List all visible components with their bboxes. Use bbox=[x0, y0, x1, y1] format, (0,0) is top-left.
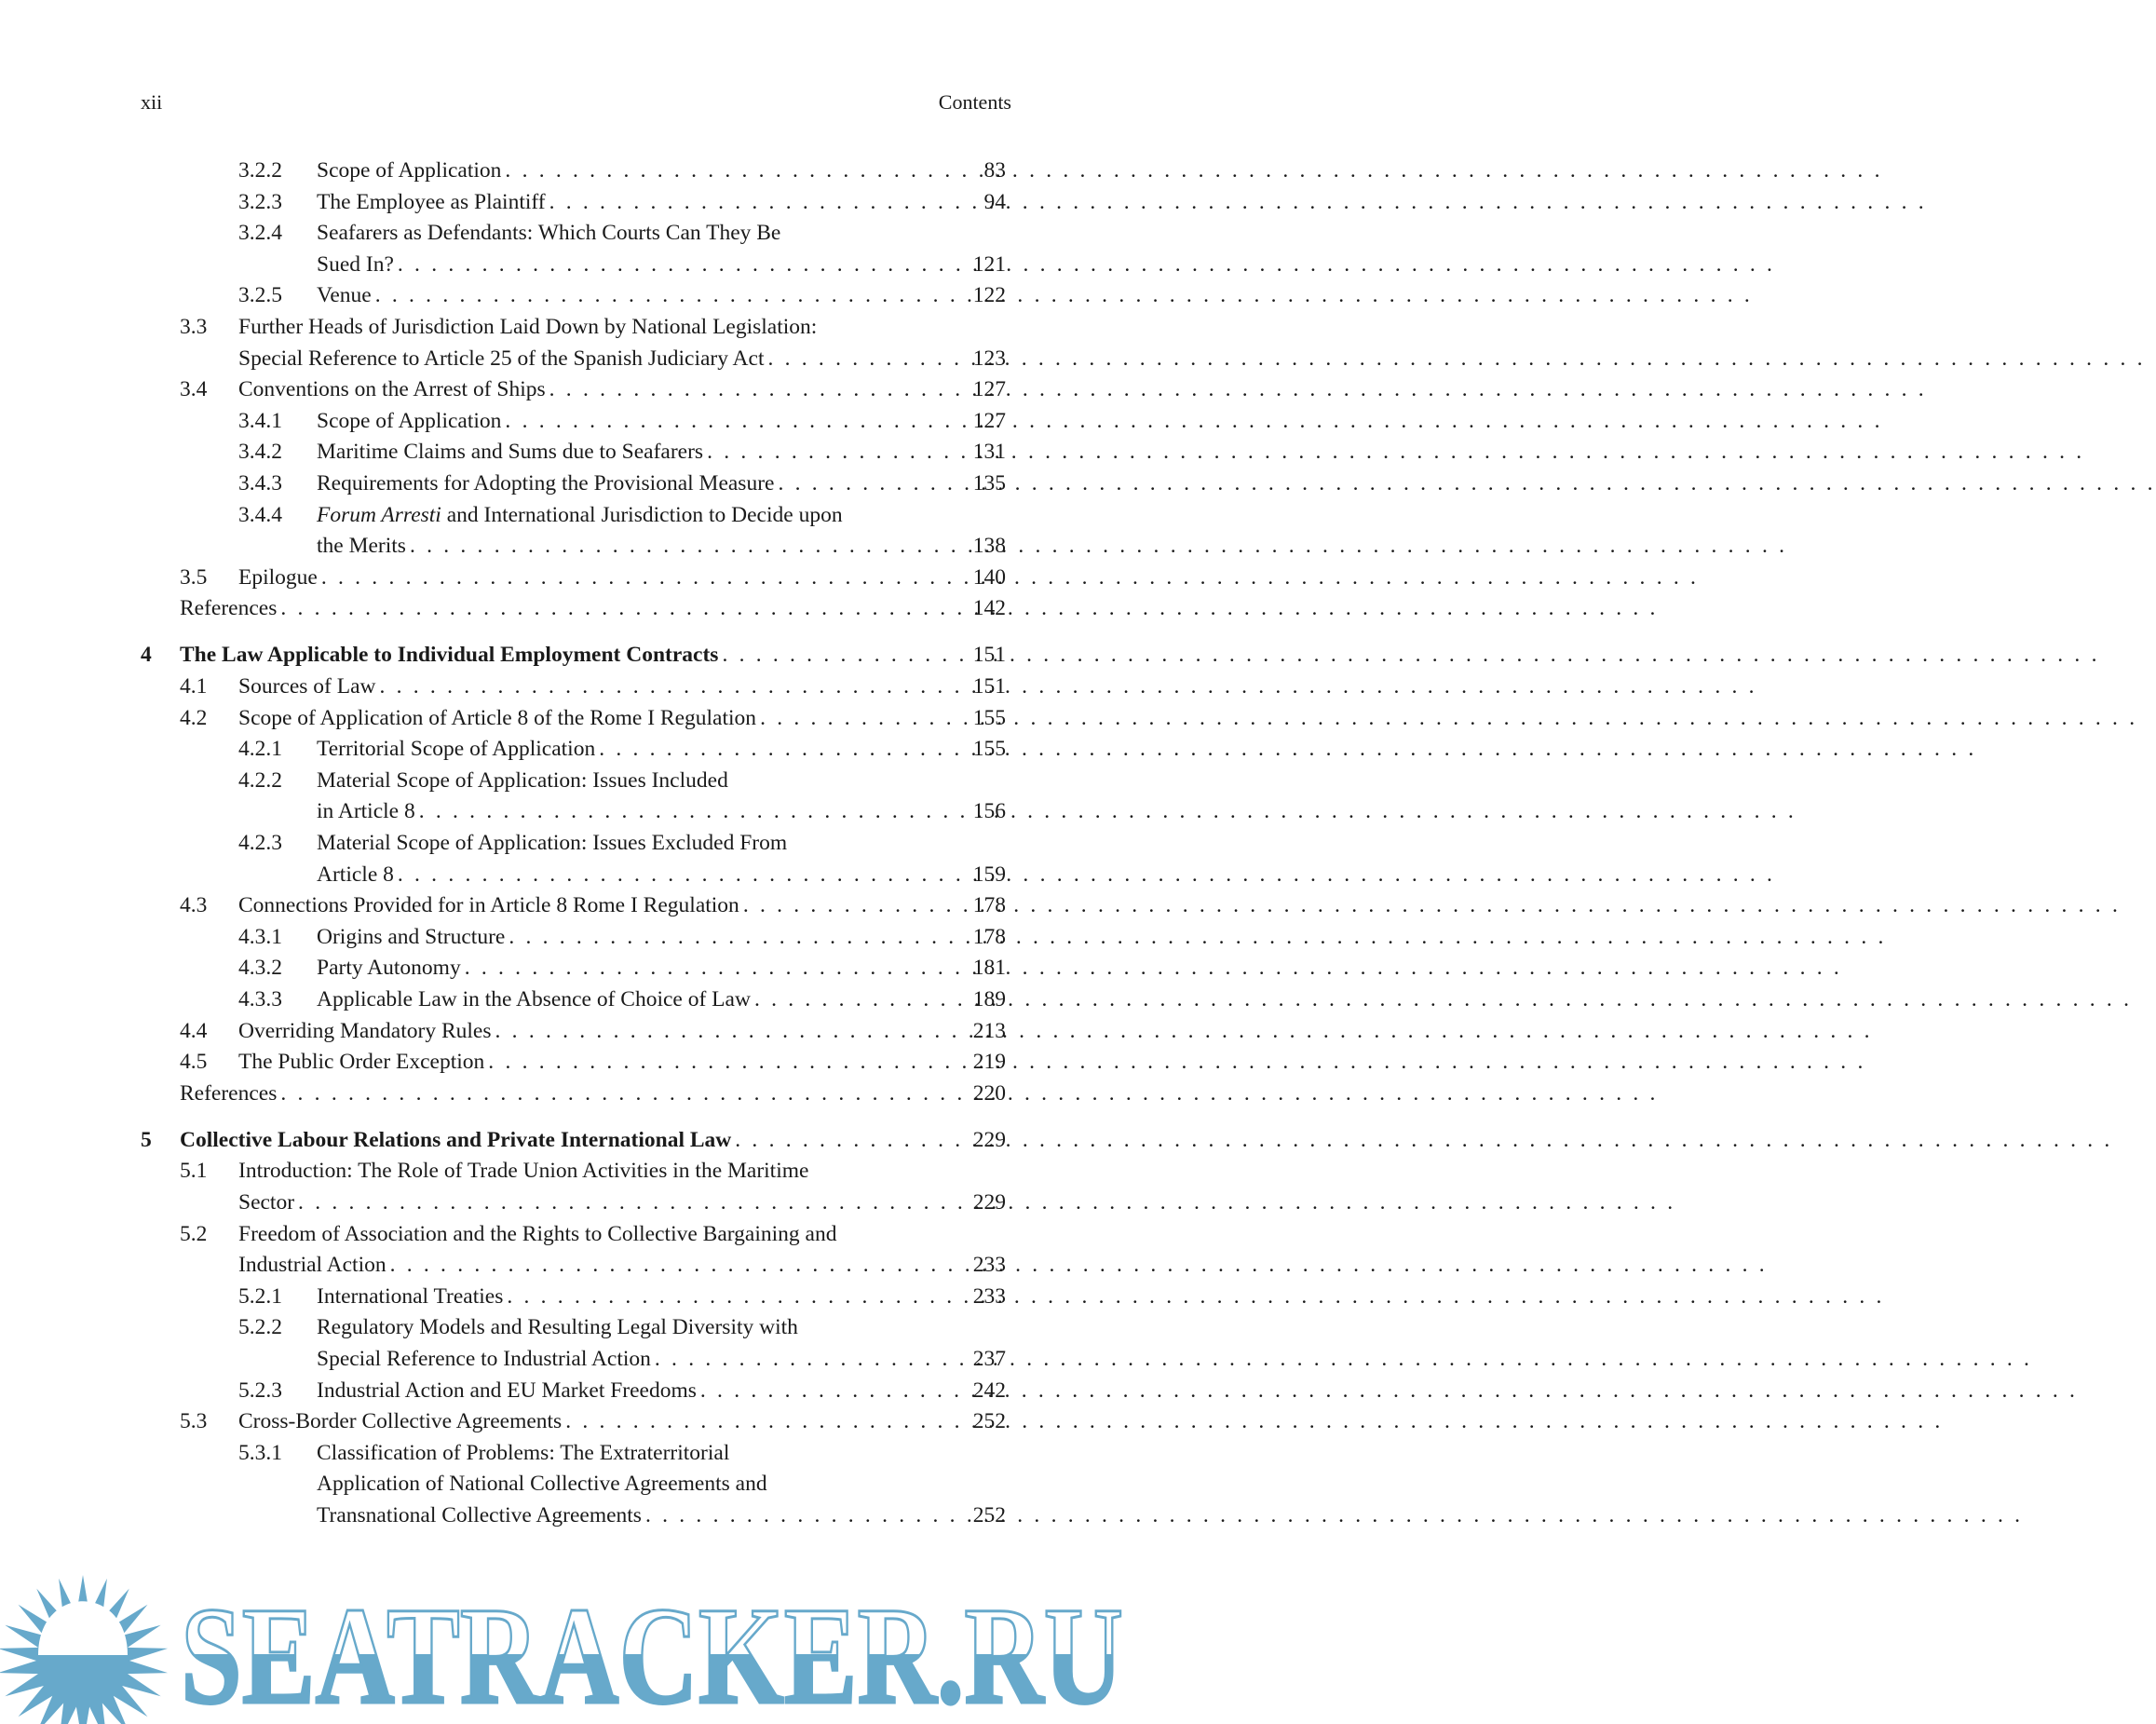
entry-page-number: 127 bbox=[972, 408, 1006, 433]
entry-title-line bbox=[317, 218, 780, 250]
toc-entry[interactable] bbox=[0, 218, 1137, 250]
entry-title-line bbox=[317, 1469, 767, 1500]
entry-page-number: 181 bbox=[972, 956, 1006, 981]
entry-title: Maritime Claims and Sums due to Seafarers bbox=[317, 440, 704, 465]
entry-title: Application of National Collective Agreements and bbox=[317, 1472, 767, 1497]
entry-page-number: 121 bbox=[972, 251, 1006, 277]
dot-leader bbox=[751, 984, 2132, 1016]
running-title: Contents bbox=[938, 90, 1011, 114]
toc-entry[interactable] bbox=[0, 734, 1137, 766]
watermark-text: SEATRACKER.RU bbox=[181, 1579, 1123, 1724]
entry-title: The Law Applicable to Individual Employment Contracts bbox=[180, 643, 719, 668]
entry-number: 3.2.5 bbox=[238, 283, 282, 308]
entry-title-line bbox=[317, 922, 944, 954]
entry-title-line bbox=[238, 1156, 808, 1188]
entry-title: The Employee as Plaintiff bbox=[317, 189, 546, 214]
sun-icon bbox=[0, 1575, 168, 1724]
toc-entry[interactable] bbox=[0, 563, 1137, 594]
entry-page-number: 233 bbox=[972, 1253, 1006, 1278]
entry-title: Requirements for Adopting the Provisional Measure bbox=[317, 470, 775, 495]
toc-entry[interactable] bbox=[0, 1344, 1137, 1376]
entry-title-line bbox=[317, 734, 944, 766]
toc-entry[interactable] bbox=[0, 1438, 1137, 1470]
entry-title: Special Reference to Industrial Action bbox=[317, 1346, 651, 1371]
entry-number: 4.3.3 bbox=[238, 986, 282, 1011]
dot-leader bbox=[501, 156, 1882, 187]
toc-entry[interactable] bbox=[0, 890, 1137, 922]
toc-entry[interactable] bbox=[0, 1219, 1137, 1251]
entry-number: 4.2.3 bbox=[238, 830, 282, 855]
dot-leader bbox=[277, 593, 1658, 625]
entry-title: Material Scope of Application: Issues Included bbox=[317, 767, 728, 793]
entry-title-line bbox=[317, 860, 944, 891]
entry-page-number: 156 bbox=[972, 799, 1006, 824]
dot-leader bbox=[394, 250, 1775, 281]
entry-page-number: 94 bbox=[983, 189, 1006, 214]
entry-title: Sued In? bbox=[317, 251, 394, 277]
entry-title-line bbox=[317, 406, 944, 438]
entry-number: 4.3 bbox=[180, 893, 208, 918]
toc-entry[interactable] bbox=[0, 344, 1137, 375]
entry-number: 5.2.2 bbox=[238, 1315, 282, 1340]
toc-entry[interactable] bbox=[0, 437, 1137, 468]
entry-page-number: 220 bbox=[972, 1080, 1006, 1106]
entry-number: 5 bbox=[141, 1127, 152, 1152]
entry-page-number: 140 bbox=[972, 564, 1006, 590]
entry-title-line bbox=[238, 563, 944, 594]
entry-title: Regulatory Models and Resulting Legal Diversity with bbox=[317, 1315, 798, 1340]
entry-number: 5.2 bbox=[180, 1221, 208, 1246]
entry-title-line bbox=[180, 593, 944, 625]
entry-number: 4.2 bbox=[180, 705, 208, 730]
entry-title-line bbox=[317, 828, 787, 860]
entry-page-number: 233 bbox=[972, 1283, 1006, 1309]
entry-title: Applicable Law in the Absence of Choice of Law bbox=[317, 986, 751, 1011]
entry-number: 3.4 bbox=[180, 377, 208, 402]
toc-entry[interactable] bbox=[0, 984, 1137, 1016]
dot-leader bbox=[503, 1282, 1884, 1313]
dot-leader bbox=[651, 1344, 2032, 1376]
dot-leader bbox=[697, 1376, 2078, 1407]
entry-number: 3.4.1 bbox=[238, 408, 282, 433]
toc-chapter-entry[interactable] bbox=[0, 640, 1137, 672]
dot-leader bbox=[277, 1079, 1658, 1110]
entry-title-line bbox=[238, 1047, 944, 1079]
entry-number: 5.3 bbox=[180, 1409, 208, 1434]
entry-title-line bbox=[238, 1406, 944, 1438]
entry-title: Connections Provided for in Article 8 Rome I Regulation bbox=[238, 893, 739, 918]
entry-title: Venue bbox=[317, 283, 372, 308]
dot-leader bbox=[501, 406, 1882, 438]
entry-title-line bbox=[180, 1079, 944, 1110]
entry-title: References bbox=[180, 596, 278, 621]
entry-number: 4 bbox=[141, 643, 152, 668]
entry-title-line bbox=[180, 1125, 944, 1157]
entry-number: 5.1 bbox=[180, 1159, 208, 1184]
dot-leader bbox=[739, 890, 2121, 922]
entry-title-line bbox=[317, 1282, 944, 1313]
entry-title-italic: Forum Arresti bbox=[317, 502, 441, 527]
toc-entry[interactable] bbox=[0, 1250, 1137, 1282]
entry-page-number: 229 bbox=[972, 1127, 1006, 1152]
dot-leader bbox=[731, 1125, 2112, 1157]
entry-number: 3.4.4 bbox=[238, 502, 282, 527]
entry-title: Material Scope of Application: Issues Excluded From bbox=[317, 830, 788, 855]
entry-title-line bbox=[317, 531, 944, 563]
entry-page-number: 138 bbox=[972, 534, 1006, 559]
entry-page-number: 127 bbox=[972, 377, 1006, 402]
entry-title-line bbox=[317, 156, 944, 187]
toc-entry[interactable] bbox=[0, 280, 1137, 312]
entry-title: Scope of Application of Article 8 of the Rome I Regulation bbox=[238, 705, 757, 730]
entry-title-line bbox=[238, 374, 944, 406]
dot-leader bbox=[372, 280, 1753, 312]
entry-title-line bbox=[317, 796, 944, 828]
dot-leader bbox=[461, 953, 1842, 984]
dot-leader bbox=[406, 531, 1787, 563]
entry-title: Epilogue bbox=[238, 564, 318, 590]
toc-entry[interactable] bbox=[0, 1282, 1137, 1313]
entry-number: 3.2.3 bbox=[238, 189, 282, 214]
entry-title: Scope of Application bbox=[317, 408, 502, 433]
entry-page-number: 83 bbox=[983, 158, 1006, 183]
entry-number: 3.2.2 bbox=[238, 158, 282, 183]
toc-entry[interactable] bbox=[0, 796, 1137, 828]
toc-entry[interactable] bbox=[0, 766, 1137, 797]
entry-title-line bbox=[317, 953, 944, 984]
toc-entry[interactable] bbox=[0, 156, 1137, 187]
entry-title-line bbox=[238, 344, 944, 375]
entry-title-line bbox=[238, 1250, 944, 1282]
dot-leader bbox=[505, 922, 1886, 954]
entry-title: Cross-Border Collective Agreements bbox=[238, 1409, 563, 1434]
entry-title-text: and International Jurisdiction to Decide upon bbox=[441, 502, 843, 527]
entry-title: The Public Order Exception bbox=[238, 1050, 485, 1075]
entry-title: Scope of Application bbox=[317, 158, 502, 183]
dot-leader bbox=[318, 563, 1699, 594]
toc-entry[interactable] bbox=[0, 922, 1137, 954]
dot-leader bbox=[764, 344, 2145, 375]
toc-entry[interactable] bbox=[0, 1469, 1137, 1500]
entry-title: Industrial Action bbox=[238, 1253, 386, 1278]
toc-entry[interactable] bbox=[0, 1312, 1137, 1344]
toc-entry[interactable] bbox=[0, 703, 1137, 735]
entry-title-line bbox=[238, 703, 944, 735]
entry-title-line bbox=[317, 437, 944, 468]
entry-title-line bbox=[317, 187, 944, 219]
entry-page-number: 213 bbox=[972, 1018, 1006, 1043]
dot-leader bbox=[703, 437, 2084, 468]
toc-entry[interactable] bbox=[0, 1500, 1137, 1532]
entry-title: Special Reference to Article 25 of the Spanish Judiciary Act bbox=[238, 346, 765, 371]
entry-title: Sources of Law bbox=[238, 674, 376, 699]
entry-page-number: 242 bbox=[972, 1378, 1006, 1403]
entry-title: International Treaties bbox=[317, 1283, 504, 1309]
entry-title-line bbox=[317, 1438, 729, 1470]
toc-chapter-entry[interactable] bbox=[0, 1125, 1137, 1157]
dot-leader bbox=[394, 860, 1775, 891]
watermark-logo bbox=[0, 1565, 1137, 1724]
entry-number: 4.3.2 bbox=[238, 956, 282, 981]
entry-page-number: 229 bbox=[972, 1190, 1006, 1215]
dot-leader bbox=[718, 640, 2099, 672]
entry-number: 5.2.1 bbox=[238, 1283, 282, 1309]
dot-leader bbox=[386, 1250, 1768, 1282]
entry-title-line bbox=[317, 250, 944, 281]
entry-page-number: 178 bbox=[972, 893, 1006, 918]
entry-title-line bbox=[317, 766, 728, 797]
entry-page-number: 189 bbox=[972, 986, 1006, 1011]
entry-title-line bbox=[317, 984, 944, 1016]
entry-page-number: 252 bbox=[972, 1502, 1006, 1527]
toc-entry[interactable] bbox=[0, 1156, 1137, 1188]
entry-title-line bbox=[238, 312, 817, 344]
entry-title-line bbox=[317, 468, 944, 500]
entry-page-number: 178 bbox=[972, 924, 1006, 949]
entry-page-number: 142 bbox=[972, 596, 1006, 621]
entry-page-number: 155 bbox=[972, 705, 1006, 730]
entry-title: Further Heads of Jurisdiction Laid Down by National Legislation: bbox=[238, 314, 818, 339]
entry-title: Territorial Scope of Application bbox=[317, 737, 596, 762]
entry-title-line bbox=[180, 640, 944, 672]
toc-entry[interactable] bbox=[0, 828, 1137, 860]
entry-title: in Article 8 bbox=[317, 799, 415, 824]
entry-title-line bbox=[317, 500, 843, 532]
entry-title: Seafarers as Defendants: Which Courts Can They Be bbox=[317, 221, 781, 246]
entry-title-line bbox=[238, 1219, 836, 1251]
entry-title: Sector bbox=[238, 1190, 295, 1215]
toc-entry[interactable] bbox=[0, 1079, 1137, 1110]
toc-entry[interactable] bbox=[0, 406, 1137, 438]
entry-page-number: 159 bbox=[972, 862, 1006, 887]
entry-number: 4.2.2 bbox=[238, 767, 282, 793]
entry-number: 3.4.2 bbox=[238, 440, 282, 465]
toc-entry[interactable] bbox=[0, 531, 1137, 563]
entry-title: Party Autonomy bbox=[317, 956, 461, 981]
entry-number: 3.3 bbox=[180, 314, 208, 339]
entry-title: References bbox=[180, 1080, 278, 1106]
toc-entry[interactable] bbox=[0, 672, 1137, 703]
entry-title: Industrial Action and EU Market Freedoms bbox=[317, 1378, 697, 1403]
entry-number: 5.2.3 bbox=[238, 1378, 282, 1403]
entry-number: 4.3.1 bbox=[238, 924, 282, 949]
entry-page-number: 155 bbox=[972, 737, 1006, 762]
dot-leader bbox=[642, 1500, 2023, 1532]
entry-title-line bbox=[317, 1500, 944, 1532]
entry-title-line bbox=[238, 672, 944, 703]
entry-page-number: 237 bbox=[972, 1346, 1006, 1371]
dot-leader bbox=[595, 734, 1976, 766]
toc-entry[interactable] bbox=[0, 468, 1137, 500]
entry-number: 4.2.1 bbox=[238, 737, 282, 762]
dot-leader bbox=[415, 796, 1797, 828]
toc-entry[interactable] bbox=[0, 1406, 1137, 1438]
toc-entry[interactable] bbox=[0, 187, 1137, 219]
toc-entry[interactable] bbox=[0, 374, 1137, 406]
toc-entry[interactable] bbox=[0, 593, 1137, 625]
entry-title-line bbox=[238, 1016, 944, 1048]
entry-number: 3.4.3 bbox=[238, 470, 282, 495]
entry-page-number: 131 bbox=[972, 440, 1006, 465]
dot-leader bbox=[484, 1047, 1865, 1079]
entry-page-number: 252 bbox=[972, 1409, 1006, 1434]
entry-page-number: 151 bbox=[972, 674, 1006, 699]
entry-page-number: 151 bbox=[972, 643, 1006, 668]
dot-leader bbox=[546, 374, 1927, 406]
entry-number: 4.4 bbox=[180, 1018, 208, 1043]
entry-title: Collective Labour Relations and Private International Law bbox=[180, 1127, 732, 1152]
entry-title: Origins and Structure bbox=[317, 924, 506, 949]
toc-entry[interactable] bbox=[0, 250, 1137, 281]
toc-entry[interactable] bbox=[0, 1376, 1137, 1407]
toc-entry[interactable] bbox=[0, 860, 1137, 891]
entry-title-line bbox=[317, 280, 944, 312]
entry-page-number: 122 bbox=[972, 283, 1006, 308]
entry-number: 4.1 bbox=[180, 674, 208, 699]
entry-number: 5.3.1 bbox=[238, 1440, 282, 1465]
toc-entry[interactable] bbox=[0, 1188, 1137, 1219]
entry-page-number: 219 bbox=[972, 1050, 1006, 1075]
toc-entry[interactable] bbox=[0, 500, 1137, 532]
entry-title: Classification of Problems: The Extraterritorial bbox=[317, 1440, 730, 1465]
entry-title: Transnational Collective Agreements bbox=[317, 1502, 642, 1527]
dot-leader bbox=[756, 703, 2137, 735]
entry-number: 4.5 bbox=[180, 1050, 208, 1075]
entry-title-line bbox=[238, 890, 944, 922]
dot-leader bbox=[375, 672, 1756, 703]
table-of-contents bbox=[0, 156, 1137, 1532]
entry-number: 3.5 bbox=[180, 564, 208, 590]
dot-leader bbox=[562, 1406, 1943, 1438]
entry-title-line bbox=[317, 1376, 944, 1407]
dot-leader bbox=[492, 1016, 1873, 1048]
entry-title: Article 8 bbox=[317, 862, 394, 887]
entry-title bbox=[317, 500, 843, 532]
toc-entry[interactable] bbox=[0, 953, 1137, 984]
dot-leader bbox=[546, 187, 1927, 219]
entry-number: 3.2.4 bbox=[238, 221, 282, 246]
toc-entry[interactable] bbox=[0, 1016, 1137, 1048]
entry-title: the Merits bbox=[317, 534, 406, 559]
entry-page-number: 123 bbox=[972, 346, 1006, 371]
entry-title: Conventions on the Arrest of Ships bbox=[238, 377, 546, 402]
entry-page-number: 135 bbox=[972, 470, 1006, 495]
entry-title: Introduction: The Role of Trade Union Activities in the Maritime bbox=[238, 1159, 809, 1184]
entry-title: Freedom of Association and the Rights to Collective Bargaining and bbox=[238, 1221, 837, 1246]
entry-title-line bbox=[238, 1188, 944, 1219]
toc-entry[interactable] bbox=[0, 1047, 1137, 1079]
entry-title-line bbox=[317, 1312, 798, 1344]
toc-entry[interactable] bbox=[0, 312, 1137, 344]
entry-title: Overriding Mandatory Rules bbox=[238, 1018, 492, 1043]
page-number: xii bbox=[141, 90, 163, 114]
entry-title-line bbox=[317, 1344, 944, 1376]
